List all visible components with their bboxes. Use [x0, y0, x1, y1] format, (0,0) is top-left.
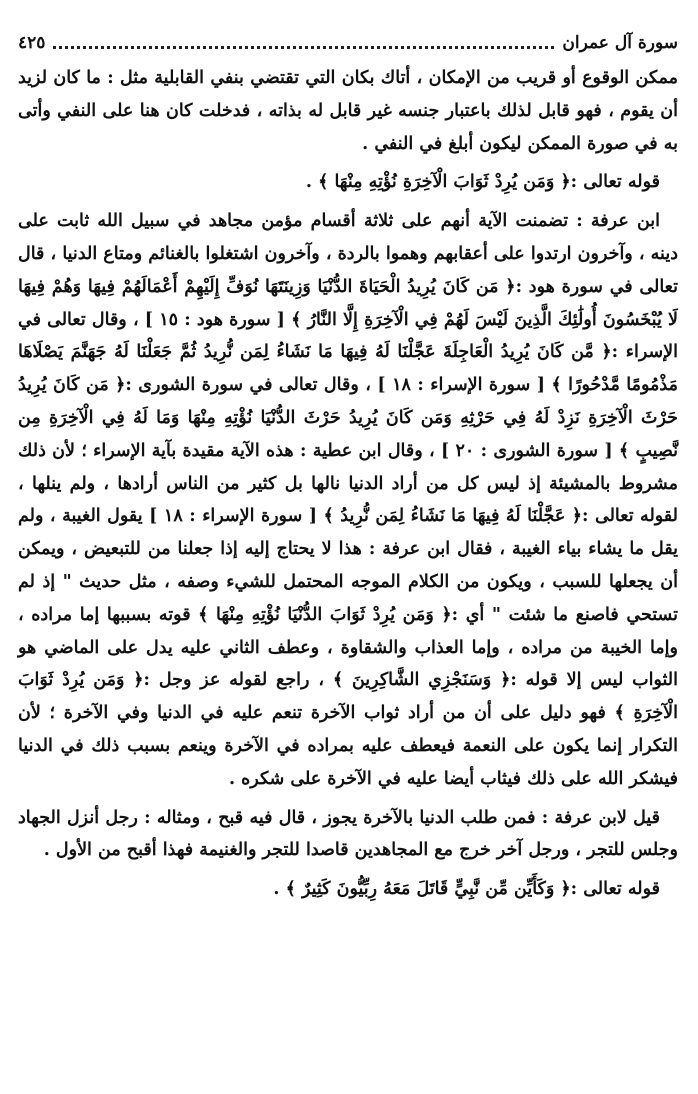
- surah-title: سورة آل عمران: [562, 33, 678, 53]
- paragraph-ibn-arafa-commentary: ابن عرفة : تضمنت الآية أنهم على ثلاثة أقسام مؤمن مجاهد في سبيل الله ثابت على دينه ، وآخرون ارتدوا على أعقابهم وهموا بالردة ، وآخرون اشتغلوا بالغنائم ومتاع الدنيا ، قال تعالى في سورة هود :﴿ مَن كَانَ يُرِيدُ الْحَيَاةَ الدُّنْيَا وَزِينَتَهَا نُوَفِّ إِلَيْهِمْ أَعْمَالَهُمْ فِيهَا وَهُمْ فِيهَا لَا يُبْخَسُونَ أُولَٰئِكَ الَّذِينَ لَيْسَ لَهُمْ فِي الْآخِرَةِ إِلَّا النَّارُ ﴾ [ سورة هود : ١٥ ] ، وقال تعالى في الإسراء :﴿ مَّن كَانَ يُرِيدُ الْعَاجِلَةَ عَجَّلْنَا لَهُ فِيهَا مَا نَشَاءُ لِمَن نُّرِيدُ ثُمَّ جَعَلْنَا لَهُ جَهَنَّمَ يَصْلَاهَا مَذْمُومًا مَّدْحُورًا ﴾ [ سورة الإسراء : ١٨ ] ، وقال تعالى في سورة الشورى :﴿ مَن كَانَ يُرِيدُ حَرْثَ الْآخِرَةِ نَزِدْ لَهُ فِي حَرْثِهِ وَمَن كَانَ يُرِيدُ حَرْثَ الدُّنْيَا نُؤْتِهِ مِنْهَا وَمَا لَهُ فِي الْآخِرَةِ مِن نَّصِيبٍ ﴾ [ سورة الشورى : ٢٠ ] ، وقال ابن عطية : هذه الآية مقيدة بآية الإسراء ؛ لأن ذلك مشروط بالمشيئة إذ ليس كل من أراد الدنيا نالها بل كثير من الناس أرادها ، ولم ينلها ، لقوله تعالى :﴿ عَجَّلْنَا لَهُ فِيهَا مَا نَشَاءُ لِمَن نُّرِيدُ ﴾ [ سورة الإسراء : ١٨ ] يقول الغيبة ، ولم يقل ما يشاء بياء الغيبة ، فقال ابن عرفة : هذا لا يحتاج إليه إذا جعلنا من للتبعيض ، ويمكن أن يجعلها للسبب ، ويكون من الكلام الموجه المحتمل للشيء وصفه ، مثل حديث " إذ لم تستحي فاصنع ما شئت " أي :﴿ وَمَن يُرِدْ ثَوَابَ الدُّنْيَا نُؤْتِهِ مِنْهَا ﴾ قوته بسببها إما مراده ، وإما الخيبة من مراده ، وإما العذاب والشقاوة ، وعطف الثاني عليه يدل على الماضي هو الثواب ليس إلا قوله :﴿ وَسَنَجْزِي الشَّاكِرِينَ ﴾ ، راجع لقوله عز وجل :﴿ وَمَن يُرِدْ ثَوَابَ الْآخِرَةِ ﴾ فهو دليل على أن من أراد ثواب الآخرة تنعم عليه في الدنيا وفي الآخرة ؛ لأن التكرار إنما يكون على النعمة فيعطف عليه بمراده في الآخرة وينعم بسبب ذلك في الدنيا فيشكر الله على ذلك فيثاب أيضا عليه في الآخرة على شكره .: [18, 211, 678, 789]
- page-header: [18, 30, 678, 56]
- paragraph-question: قيل لابن عرفة : فمن طلب الدنيا بالآخرة يجوز ، قال فيه قبح ، ومثاله : رجل أنزل الجهاد وجلس للتجر ، ورجل آخر خرج مع المجاهدين قاصدا للتجر والغنيمة فهذا أقبح من الأول .: [18, 807, 678, 861]
- verse-heading-2: قوله تعالى :﴿ وَكَأَيِّن مِّن نَّبِيٍّ قَاتَلَ مَعَهُ رِبِّيُّونَ كَثِيرٌ ﴾ .: [273, 879, 660, 900]
- header-dotted-rule: [53, 46, 554, 49]
- page-number: ٤٢٥: [18, 33, 46, 53]
- page-body: [18, 62, 678, 906]
- paragraph-continuation: ممكن الوقوع أو قريب من الإمكان ، أتاك بكان التي تقتضي بنفي القابلية مثل : ما كان لزيد أن يقوم ، فهو قابل لذلك باعتبار جنسه غير قابل له بذاته ، فدخلت كان هنا على النفي وأتى به في صورة الممكن ليكون أبلغ في النفي .: [18, 68, 678, 154]
- verse-heading-1: قوله تعالى :﴿ وَمَن يُرِدْ ثَوَابَ الْآخِرَةِ نُؤْتِهِ مِنْهَا ﴾ .: [305, 172, 660, 193]
